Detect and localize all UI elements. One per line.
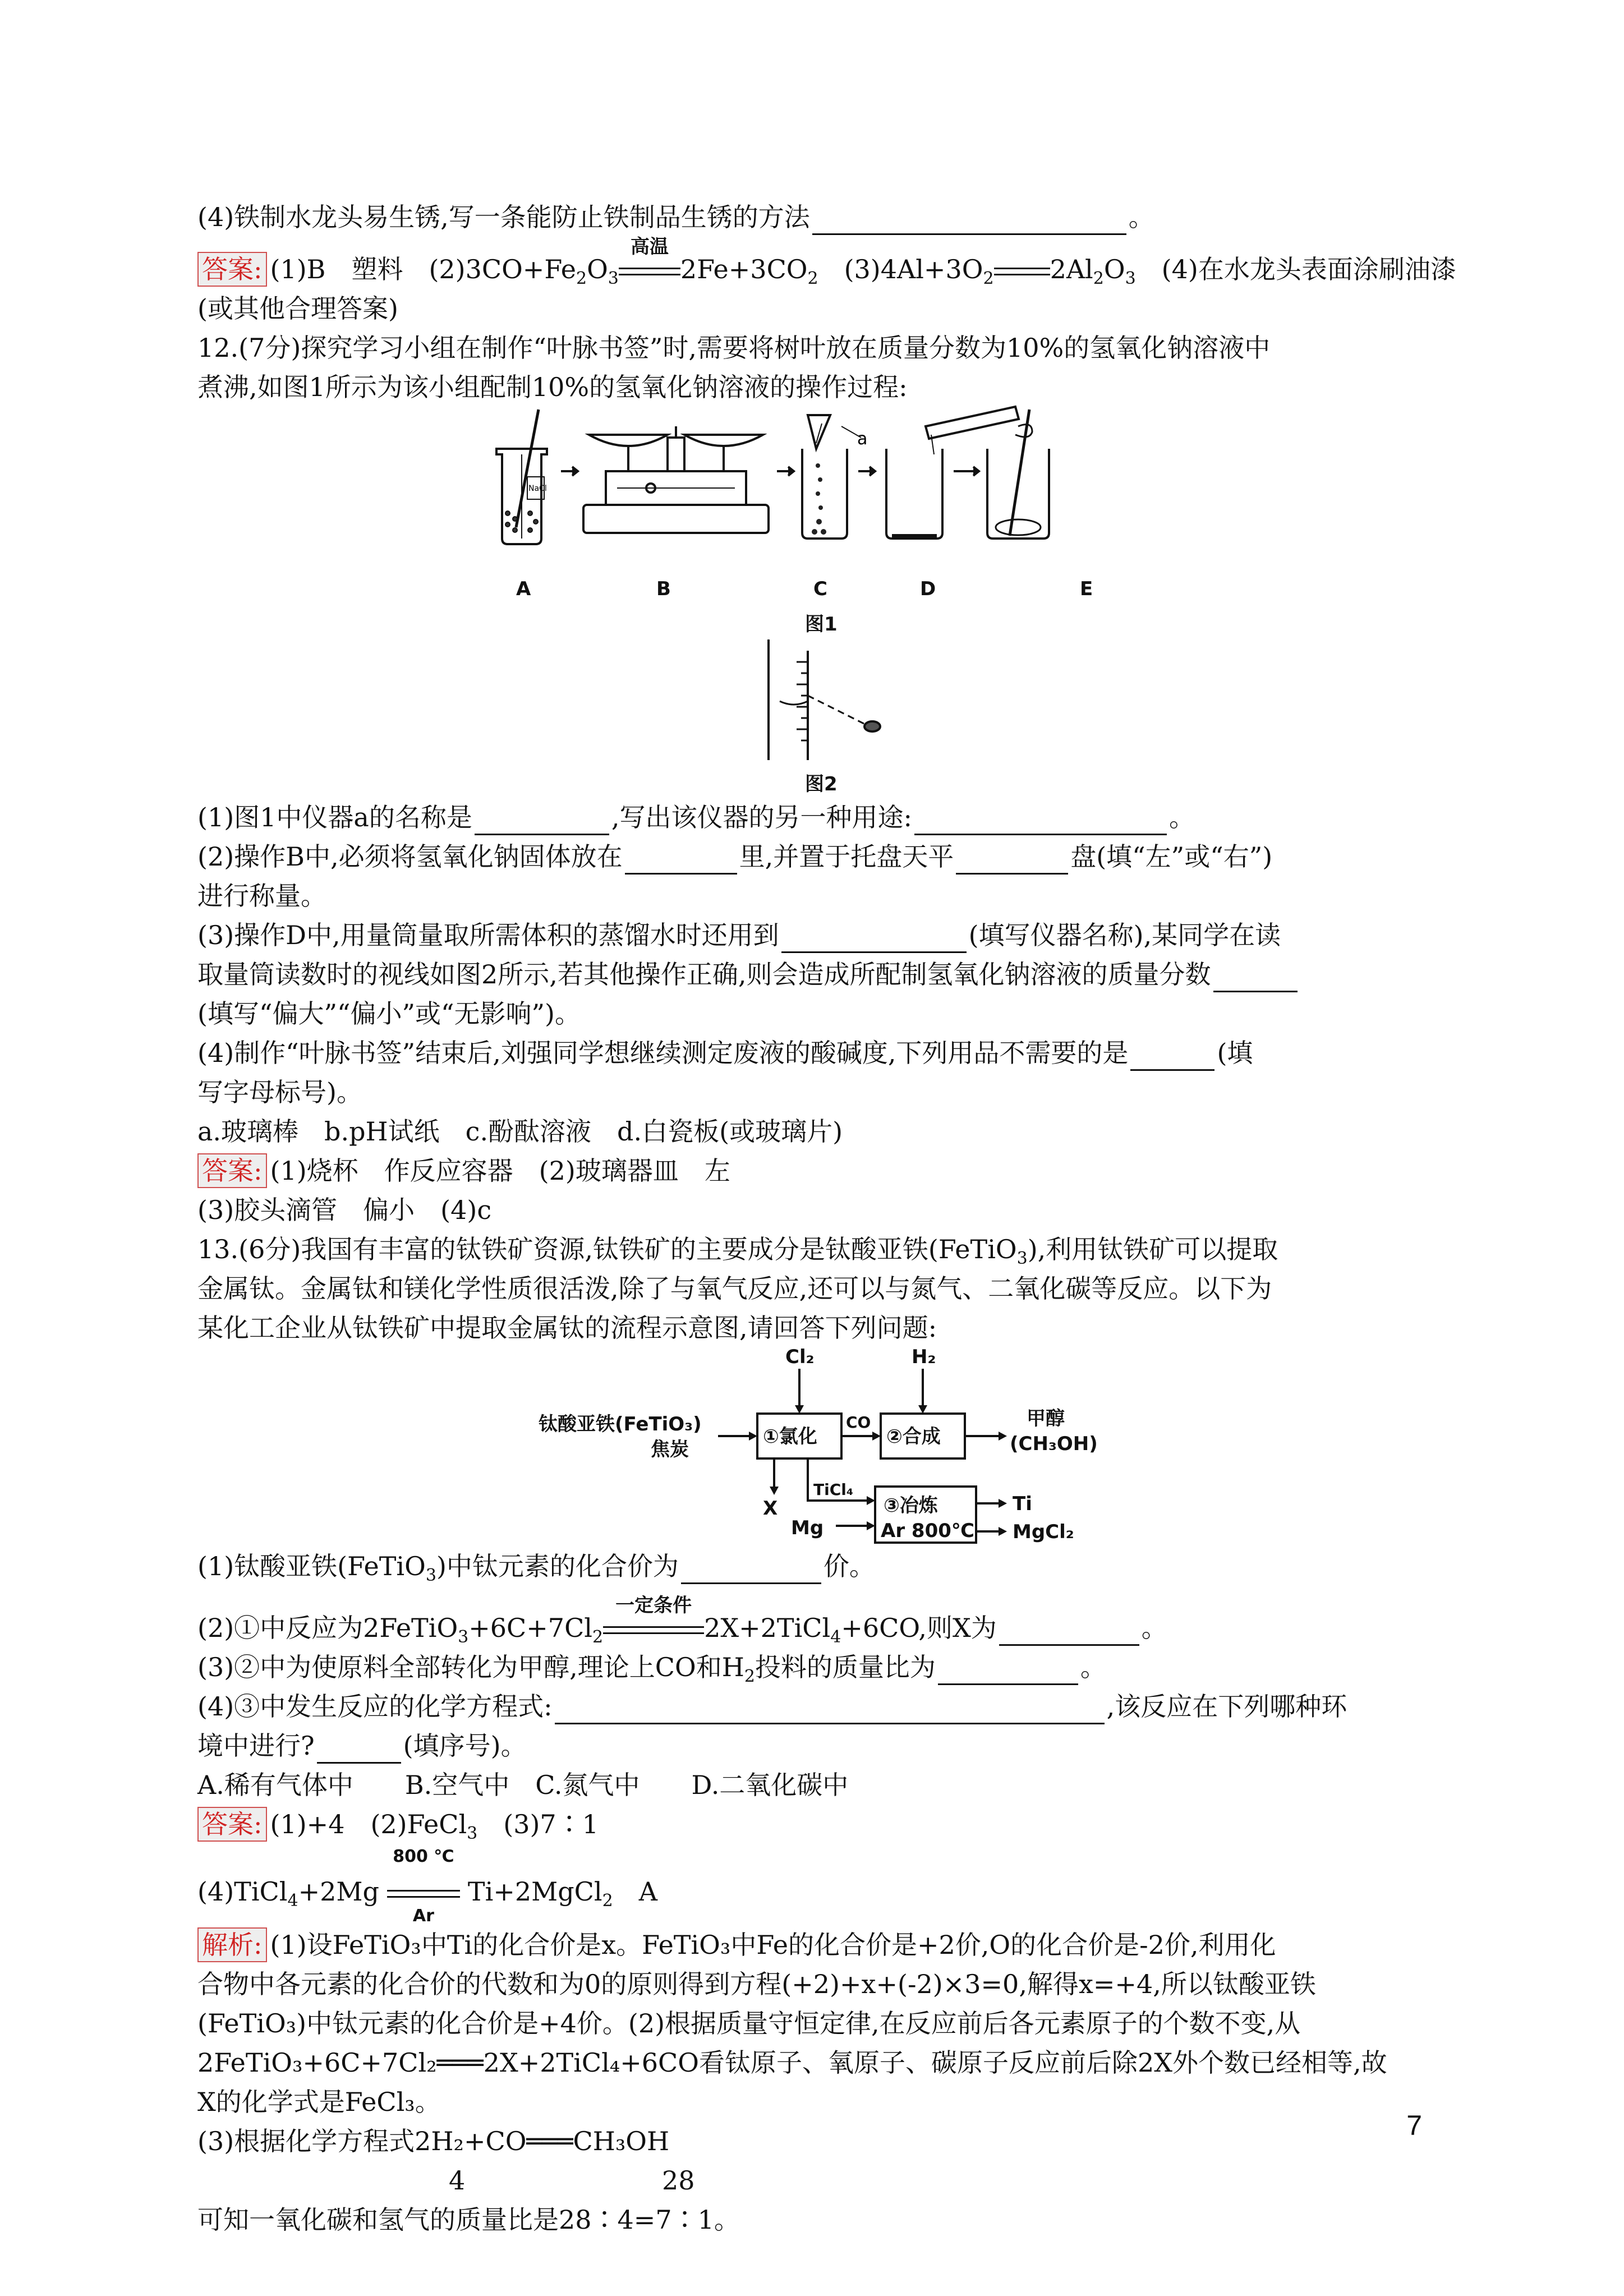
- q13-p2-text: +6C+7Cl: [468, 1613, 592, 1643]
- q11-answer-part: O: [587, 254, 608, 284]
- flow-x: X: [763, 1497, 778, 1520]
- condition-arrow: [603, 1594, 704, 1646]
- q12-options: a.玻璃棒 b.pH试纸 c.酚酞溶液 d.白瓷板(或玻璃片): [197, 1116, 843, 1147]
- q12-p3-text: 取量筒读数时的视线如图2所示,若其他操作正确,则会造成所配制氢氧化钠溶液的质量分数: [197, 959, 1211, 990]
- q13-analysis-line3: (FeTiO₃)中钛元素的化合价是+4价。(2)根据质量守恒定律,在反应前后各元素原子的个数不变,从: [197, 2008, 1301, 2039]
- q11-answer-part: 2Fe+3CO: [680, 254, 808, 284]
- flow-box1-label: ①氯化: [763, 1425, 817, 1448]
- flow-ti: Ti: [1013, 1493, 1032, 1515]
- fig1-label-a: A: [516, 578, 531, 600]
- flow-box2-label: ②合成: [886, 1425, 941, 1448]
- q13-p2-text: (2)①中反应为2FeTiO: [197, 1613, 458, 1643]
- flow-mg: Mg: [791, 1517, 824, 1539]
- q12-answer-line2: (3)胶头滴管 偏小 (4)c: [197, 1195, 492, 1225]
- q12-p3-text: (填写仪器名称),某同学在读: [968, 920, 1281, 950]
- condition-top: 800 ℃: [393, 1847, 454, 1866]
- answer-tag: 答案:: [197, 1807, 267, 1842]
- q13-part3: (3)②中为使原料全部转化为甲醇,理论上CO和$H_2$投料的质量比为 。: [197, 1652, 1106, 1687]
- fig1-label-d: D: [920, 578, 936, 600]
- q11-answer-part: (3)4Al+3O: [818, 254, 983, 284]
- q13-p3-text: (3)②中为使原料全部转化为甲醇,理论上CO和H: [197, 1652, 744, 1682]
- q12-p2-text: 盘(填“左”或“右”): [1070, 841, 1273, 872]
- q11-answer-part: (1)B 塑料 (2)3CO+Fe: [270, 254, 576, 284]
- fig1-caption: 图1: [805, 613, 838, 636]
- q13-p4-text: (填序号)。: [403, 1731, 527, 1761]
- eye-icon: [864, 721, 880, 731]
- q12-stem-line1: 12.(7分)探究学习小组在制作“叶脉书签”时,需要将树叶放在质量分数为10%的氢氧化钠溶液中: [197, 333, 1271, 363]
- q13-p4-text: ,该反应在下列哪种环: [1106, 1691, 1347, 1722]
- q13-p1-text: 价。: [823, 1551, 875, 1581]
- q11-part4-text: (4)铁制水龙头易生锈,写一条能防止铁制品生锈的方法: [197, 202, 810, 232]
- q13-analysis-mass-h2: 4: [449, 2165, 466, 2196]
- q13-analysis-line2: 合物中各元素的化合价的代数和为0的原则得到方程(+2)+x+(-2)×3=0,解得x=+4,所以钛酸亚铁: [197, 1969, 1316, 1999]
- q13-part2: (2)①中反应为$2FeTiO_3+6C+7Cl_2$ 一定条件 2X+2TiCl$_4$+6CO,则X为 。: [197, 1610, 1454, 1646]
- flow-cl2: Cl₂: [785, 1346, 815, 1368]
- flow-mgcl2: MgCl₂: [1013, 1521, 1074, 1543]
- q13-analysis-line8: 可知一氧化碳和氢气的质量比是28∶4=7∶1。: [197, 2205, 740, 2235]
- analysis-tag: 解析:: [197, 1927, 267, 1962]
- q12-p1-text: ,写出该仪器的另一种用途:: [611, 802, 912, 832]
- q13-answer-text: (1)+4 (2)FeCl: [270, 1809, 467, 1839]
- q13-analysis-line4: 2FeTiO₃+6C+7Cl₂═══2X+2TiCl₄+6CO看钛原子、氧原子、碳原子反应前后除2X外个数已经相等,故: [197, 2047, 1387, 2078]
- figure-2-reading: [757, 639, 898, 763]
- q13-analysis-line6: (3)根据化学方程式2H₂+CO═══CH₃OH: [197, 2126, 670, 2156]
- q13-answer-line2: (4)TiCl$_4$+2Mg 800 ℃ Ar Ti+2MgCl$_2$ A: [197, 1874, 1454, 1910]
- flow-input-ilmenite: 钛酸亚铁(FeTiO₃): [539, 1413, 702, 1435]
- flow-ticl4: TiCl₄: [813, 1480, 854, 1499]
- q13-p2-text: 。: [1141, 1613, 1167, 1643]
- q12-stem-line2: 煮沸,如图1所示为该小组配制10%的氢氧化钠溶液的操作过程:: [197, 372, 908, 402]
- flow-input-coke: 焦炭: [651, 1438, 689, 1461]
- flow-h2: H₂: [912, 1346, 936, 1368]
- q13-answer-text: Ti+2MgCl: [467, 1876, 602, 1907]
- q13-stem-line3: 某化工企业从钛铁矿中提取金属钛的流程示意图,请回答下列问题:: [197, 1313, 937, 1343]
- q12-answer-text: (1)烧杯 作反应容器 (2)玻璃器皿 左: [270, 1156, 730, 1186]
- flow-co: CO: [846, 1413, 871, 1432]
- q12-p2-text: 里,并置于托盘天平: [739, 841, 954, 872]
- q13-answer-text: (4)TiCl: [197, 1876, 288, 1907]
- q12-p1-text: 。: [1168, 802, 1195, 832]
- q13-p4-text: 境中进行?: [197, 1731, 315, 1761]
- q12-part4-line2: 写字母标号)。: [197, 1077, 362, 1107]
- q13-answer: 答案: (1)+4 (2)FeCl$_3$ (3)7∶1: [197, 1806, 1454, 1842]
- q12-part2: [197, 839, 1454, 875]
- fig1-label-e: E: [1080, 578, 1093, 600]
- q13-answer-text: (3)7∶1: [477, 1809, 599, 1839]
- nacl-label: NaCl: [528, 484, 547, 493]
- fig1-label-c: C: [813, 578, 827, 600]
- q13-stem-text: 13.(6分)我国有丰富的钛铁矿资源,钛铁矿的主要成分是钛酸亚铁(FeTiO: [197, 1234, 1017, 1264]
- q13-analysis-line5: X的化学式是FeCl₃。: [197, 2087, 441, 2117]
- flow-diagram: [539, 1346, 1111, 1548]
- q11-answer: 答案: (1)B 塑料 $(2)3CO+Fe_2O_3$ 高温 $2Fe+3CO_2$ $(3)4Al+3O_2$ $2Al_2O_3$ (4)在水龙头表面涂刷油漆: [197, 251, 1454, 287]
- q12-p4-text: (填: [1217, 1038, 1253, 1068]
- q13-p3-text: 投料的质量比为: [755, 1652, 936, 1682]
- q13-part4-line2: [197, 1728, 1454, 1764]
- q12-p4-text: (4)制作“叶脉书签”结束后,刘强同学想继续测定废液的酸碱度,下列用品不需要的是: [197, 1038, 1129, 1068]
- condition-label: 高温: [630, 236, 669, 258]
- flow-box3-conditions: Ar 800℃: [881, 1520, 975, 1542]
- q12-part3: [197, 917, 1454, 953]
- q12-part3-line3: (填写“偏大”“偏小”或“无影响”)。: [197, 999, 581, 1029]
- q13-answer-text: +2Mg: [298, 1876, 379, 1907]
- condition-label: 一定条件: [615, 1594, 692, 1617]
- q13-part4: [197, 1688, 1454, 1724]
- beaker-funnel-icon: [802, 415, 861, 539]
- q12-part4: [197, 1035, 1454, 1071]
- q13-analysis-line1: [197, 1927, 1454, 1963]
- figure-1-apparatus: [482, 404, 1156, 572]
- q13-p3-text: 。: [1080, 1652, 1106, 1682]
- q11-answer-part: (4)在水龙头表面涂刷油漆: [1135, 254, 1456, 284]
- q13-p1-text: )中钛元素的化合价为: [436, 1551, 679, 1581]
- equals-sign: [994, 251, 1050, 287]
- q13-p2-text: 2X+2TiCl: [704, 1613, 831, 1643]
- fig2-caption: 图2: [805, 773, 838, 795]
- answer-tag: 答案:: [197, 1153, 267, 1188]
- q13-p4-text: (4)③中发生反应的化学方程式:: [197, 1691, 553, 1722]
- condition-bottom: Ar: [412, 1906, 434, 1926]
- balance-icon: [583, 426, 769, 533]
- q11-answer-part: O: [1103, 254, 1125, 284]
- q12-part2-line2: 进行称量。: [197, 881, 326, 911]
- flow-out-formula: (CH₃OH): [1010, 1433, 1098, 1455]
- q12-part1: [197, 799, 1454, 835]
- answer-tag: 答案:: [197, 252, 267, 287]
- condition-arrow: [387, 1847, 460, 1926]
- q12-part3-line2: [197, 956, 1454, 992]
- q11-blank: [812, 206, 1126, 235]
- q13-stem-line2: 金属钛。金属钛和镁化学性质很活泼,除了与氧气反应,还可以与氮气、二氧化碳等反应。以下为: [197, 1273, 1272, 1304]
- q12-answer: [197, 1153, 1454, 1189]
- q13-answer-text: A: [613, 1876, 657, 1907]
- q11-answer-line2: (或其他合理答案): [197, 293, 398, 324]
- q11-part4-end: 。: [1128, 202, 1154, 232]
- beaker-pour-icon: [886, 407, 1019, 539]
- q13-analysis-mass-co: 28: [662, 2165, 695, 2196]
- beaker-stir-icon: [987, 409, 1049, 539]
- q13-stem-text: ),利用钛铁矿可以提取: [1027, 1234, 1278, 1264]
- q11-answer-part: 2Al: [1050, 254, 1093, 284]
- fig1-label-b: B: [656, 578, 671, 600]
- jar-icon: [496, 409, 547, 544]
- q13-options: A.稀有气体中 B.空气中 C.氮气中 D.二氧化碳中: [197, 1770, 849, 1800]
- q11-part4: [197, 199, 1454, 235]
- q13-p2-text: +6CO,则X为: [841, 1613, 997, 1643]
- q13-p1-text: (1)钛酸亚铁(FeTiO: [197, 1551, 426, 1581]
- condition-arrow: [619, 236, 680, 287]
- page-number: 7: [1406, 2110, 1422, 2141]
- flow-out-methanol: 甲醇: [1027, 1407, 1065, 1430]
- q12-p1-text: (1)图1中仪器a的名称是: [197, 802, 472, 832]
- q13-part1: (1)钛酸亚铁(FeTiO$_3$)中钛元素的化合价为 价。: [197, 1551, 875, 1586]
- q13-analysis-text: (1)设FeTiO₃中Ti的化合价是x。FeTiO₃中Fe的化合价是+2价,O的化合价是-2价,利用化: [270, 1930, 1276, 1960]
- flow-box3-label: ③冶炼: [884, 1494, 938, 1517]
- q12-p3-text: (3)操作D中,用量筒量取所需体积的蒸馏水时还用到: [197, 920, 779, 950]
- q13-stem-line1: 13.(6分)我国有丰富的钛铁矿资源,钛铁矿的主要成分是钛酸亚铁(FeTiO$_3$),利用钛铁矿可以提取: [197, 1234, 1278, 1269]
- q12-p2-text: (2)操作B中,必须将氢氧化钠固体放在: [197, 841, 623, 872]
- fig-a-mark: a: [857, 429, 868, 449]
